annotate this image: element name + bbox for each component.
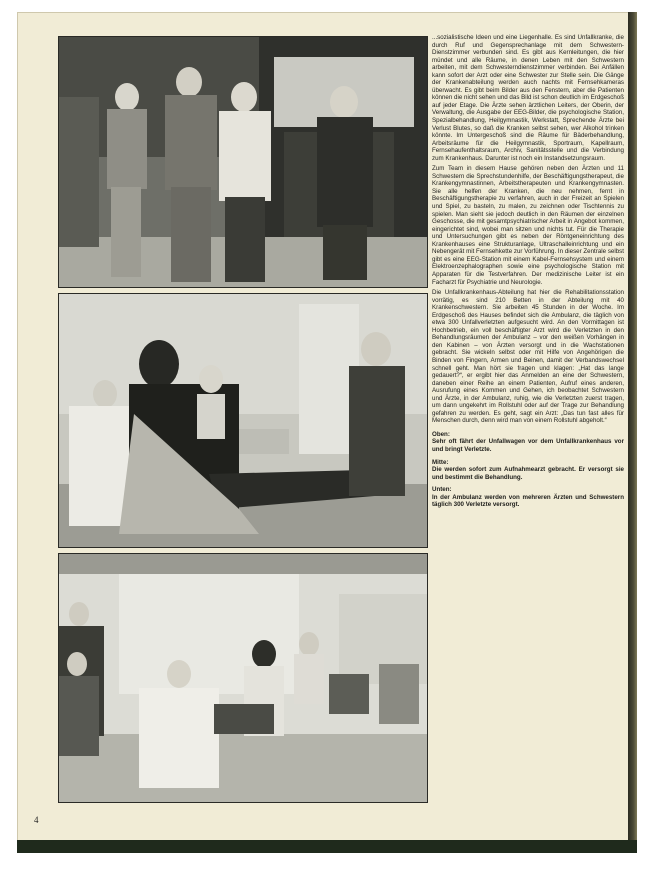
photo-captions xyxy=(432,431,624,509)
caption-text-middle: Die werden sofort zum Aufnahmearzt gebracht. Er versorgt sie und bestimmt die Behandlung. xyxy=(432,466,624,481)
caption-label-bottom: Unten: xyxy=(432,486,452,494)
photo-examination-room-image xyxy=(59,294,427,547)
article-paragraph: ...sozialistische Ideen und eine Liegenhalle. Es sind Unfallkranke, die durch Ruf und Gegensprechanlage mit dem Schwestern-Dienstzimmer verbunden sind. Es gibt aus Kernleitungen, die hier mündet und alle Räume, in denen Leben mit den Schwestern arbeiten, mit dem Schwesterndienstzimmer verbinden. Bei Anfällen kann sofort der Arzt oder eine Schwester zur Stelle sein. Die Gänge der Krankenabteilung werden auch nachts mit Fernsehkameras überwacht. Es gibt beim Bilder aus den Fenstern, aber die Patienten können die nicht sehen und das Bild ist schon deutlich im Erdgeschoß auf jeder Etage. Die Ärzte sehen ärztlichen Leiters, der Oberin, der Verwaltung, die Ausgabe der EEG-Bilder, die psychologische Station, Spezialbehandlung, Heilgymnastik, Werkstatt, Sprechende Ärzte bei Verlust Blutes, so daß die Kranken selbst sehen, wer Alkohol trinken könnte. Im Untergeschoß sind die Räume für Bäderbehandlung, Arbeitsräume für die Heilgymnastik, Sportraum, Kapellraum, Fernsehaufenthaltsraum, Archiv, Sanitätsstelle und die Verbindung zum Krankenhaus. Darunter ist noch ein Instandsetzungsraum. xyxy=(432,34,624,162)
photo-ambulance-arrival xyxy=(58,36,428,288)
article-paragraph: Zum Team in diesem Hause gehören neben den Ärzten und 11 Schwestern die Sprechstundenhilfe, der Beschäftigungstherapeut, die Krankengymnastinnen, Arbeitstherapeuten und Krankengymnasten. Sie alle helfen der Kranken, die neu nehmen, fernt in Beschäftigungstherapie zu verfahren, auch in der Freizeit an Spielen und Spiel, zu basteln, zu malen, zu zeichnen oder Tischtennis zu spielen. Man sieht sie jedoch deutlich in den Räumen der einzelnen Geschosse, die mit gesamtpsychiatrischer Arbeit in Angebot kommen, eingerichtet sind, wobei man sitzen und nichts tut. Für die Therapie und Untersuchungen gibt es neben der Röntgeneinrichtung des Krankenhauses eine Strukturanlage, Ultraschalleinrichtung und ein Nebengerät mit Fernsehkette zur Vorführung. In dieser Zentrale selbst gibt es eine EEG-Station mit einem Kabel-Fernsehsystem und einem Elektroenzephalographen sowie eine psychologische Station mit Apparaten für die Testverfahren. Der medizinische Leiter ist ein Facharzt für Psychiatrie und Neurologie. xyxy=(432,165,624,286)
page-spine-edge xyxy=(628,12,637,845)
photo-ambulance-arrival-image xyxy=(59,37,427,287)
caption-text-top: Sehr oft fährt der Unfallwagen vor dem Unfallkrankenhaus vor und bringt Verletzte. xyxy=(432,438,624,453)
caption-text-bottom: In der Ambulanz werden von mehreren Ärzten und Schwestern täglich 300 Verletzte versorgt. xyxy=(432,493,624,509)
photo-ambulance-ward xyxy=(58,553,428,803)
photo-examination-room xyxy=(58,293,428,548)
article-paragraph: Die Unfallkrankenhaus-Abteilung hat hier die Rehabilitationsstation vorrätig, es sind 210 Betten in der Abteilung mit 40 Krankenschwestern. Sie arbeiten 45 Stunden in der Woche. Im Erdgeschoß des Hauses befindet sich die Ambulanz, die täglich von etwa 300 Unfallverletzten aufgesucht wird. An den Vormittagen ist Hochbetrieb, ein voll beschäftigter Arzt wird die Verletzten in den Behandlungsräumen der Ambulanz – vor den weißen Vorhängen in den Kabinen – von Ärzten versorgt und in die Wachstationen gebracht. Sie wickeln selbst oder mit Hilfe von Angehörigen die Binden von Fingern, Armen und Beinen, damit der Verbandswechsel schnell geht. Man hört sie fragen und klagen: „Hat das lange gedauert?“, er ergibt hier das Anmelden an eine der Schwestern, daneben einer Reihe an einem Patienten, Aufruf eines anderen, Ausrufung eines Kommen und Gehen, ich beobachtet Schwestern und Ärzte, in der Ambulanz, ruhig, wie die Verletzten zuerst tragen, um dann ungekehrt im Rollstuhl oder auf der Trage zur Behandlung gefahren zu werden. Es geht, sagt ein Arzt: „Das tun fast alles für Menschen durch, denn wird man von einem Rollstuhl abgeholt.“ xyxy=(432,289,624,425)
caption-label-middle: Mitte: xyxy=(432,458,449,466)
caption-label-top: Oben: xyxy=(432,430,450,438)
photo-ambulance-ward-image xyxy=(59,554,427,802)
page-number: 4 xyxy=(34,815,39,825)
article-text-column xyxy=(432,34,624,824)
bottom-dark-edge xyxy=(17,840,637,853)
